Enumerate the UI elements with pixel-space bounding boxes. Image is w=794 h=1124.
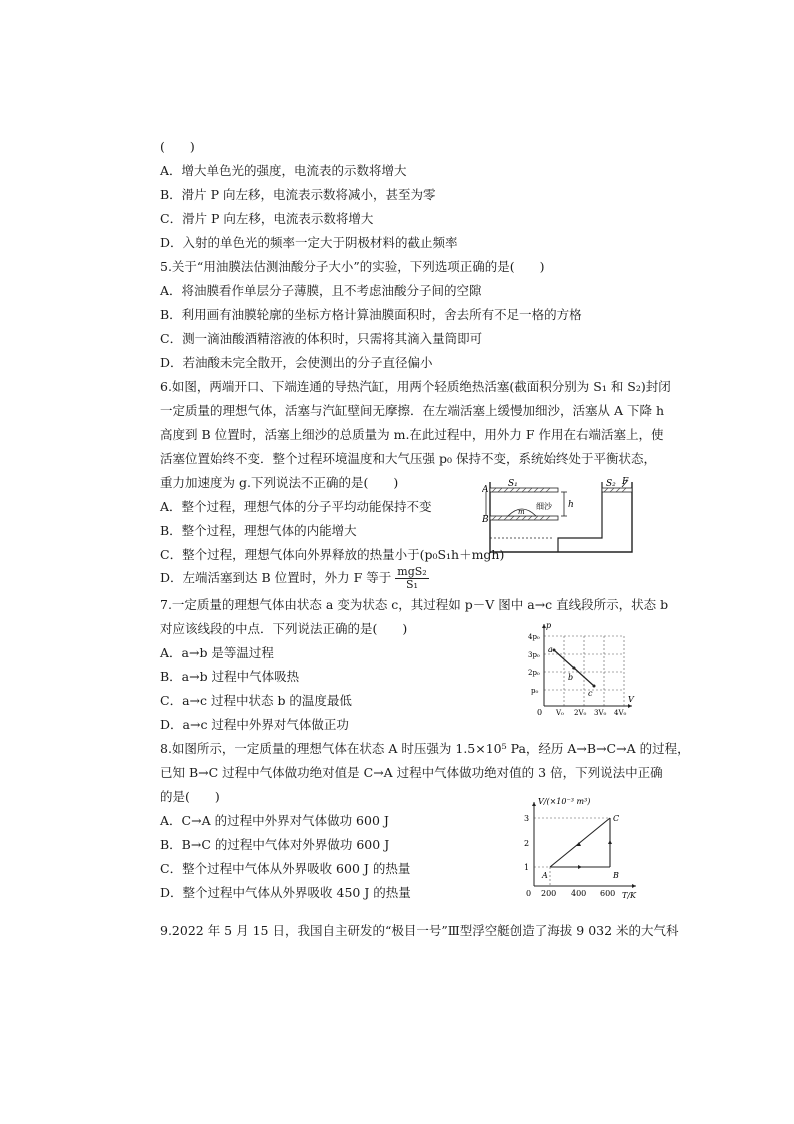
q7-option-c: C．a→c 过程中状态 b 的温度最低 <box>160 693 352 708</box>
q7-pv-graph <box>528 620 638 720</box>
q4-option-d: D．入射的单色光的频率一定大于阴极材料的截止频率 <box>160 235 458 250</box>
q6-stem-line: 一定质量的理想气体，活塞与汽缸壁间无摩擦．在左端活塞上缓慢加细沙，活塞从 A 下降 h <box>160 403 664 418</box>
q6-option-a: A．整个过程，理想气体的分子平均动能保持不变 <box>160 499 432 514</box>
q4-blank: ( ) <box>160 139 195 154</box>
origin-label: 0 <box>526 889 532 898</box>
q8-option-d: D．整个过程中气体从外界吸收 450 J 的热量 <box>160 885 411 900</box>
y-tick: 2 <box>524 839 530 848</box>
q4-option-c: C．滑片 P 向左移，电流表示数将增大 <box>160 211 374 226</box>
y-tick: 1 <box>524 863 530 872</box>
q5-option-d: D．若油酸未完全散开，会使测出的分子直径偏小 <box>160 355 433 370</box>
q9-stem: 9.2022 年 5 月 15 日，我国自主研发的“极目一号”Ⅲ型浮空艇创造了海拔 9 032 米的大气科 <box>160 923 679 938</box>
q8-stem-line: 已知 B→C 过程中气体做功绝对值是 C→A 过程中气体做功绝对值的 3 倍，下列说法中正确 <box>160 765 663 780</box>
q4-option-b: B．滑片 P 向左移，电流表示数将减小，甚至为零 <box>160 187 436 202</box>
q5-option-c: C．测一滴油酸酒精溶液的体积时，只需将其滴入量筒即可 <box>160 331 483 346</box>
label-a: A <box>482 485 489 495</box>
q6-option-b: B．整个过程，理想气体的内能增大 <box>160 523 357 538</box>
q7-stem-line: 对应该线段的中点．下列说法正确的是( ) <box>160 621 408 636</box>
point-b-label: B <box>613 871 619 880</box>
label-s1: S₁ <box>508 479 518 489</box>
x-tick: 600 <box>600 889 616 898</box>
x-tick: 200 <box>541 889 557 898</box>
point-b-label: b <box>568 673 574 682</box>
point-c-label: c <box>588 689 593 698</box>
q7-option-b: B．a→b 过程中气体吸热 <box>160 669 300 684</box>
q8-vt-graph <box>510 796 650 904</box>
y-tick: 2p₀ <box>528 669 540 677</box>
q8-option-a: A．C→A 的过程中外界对气体做功 600 J <box>160 813 389 828</box>
q7-option-d: D．a→c 过程中外界对气体做正功 <box>160 717 349 732</box>
q8-stem-line: 的是( ) <box>160 789 220 804</box>
q8-stem-line: 8.如图所示，一定质量的理想气体在状态 A 时压强为 1.5×10⁵ Pa，经历 A→B→C→A 的过程， <box>160 741 690 756</box>
q6-stem-line: 6.如图，两端开口、下端连通的导热汽缸，用两个轻质绝热活塞(截面积分别为 S₁ 和 S₂)封闭 <box>160 379 671 394</box>
t-axis-label: T/K <box>622 891 637 900</box>
q6-option-c: C．整个过程，理想气体向外界释放的热量小于(p₀S₁h＋mgh) <box>160 547 505 562</box>
point-a-label: a <box>548 645 553 654</box>
label-f: F <box>622 477 629 487</box>
y-tick: 3p₀ <box>528 651 540 659</box>
q5-option-b: B．利用画有油膜轮廓的坐标方格计算油膜面积时，舍去所有不足一格的方格 <box>160 307 582 322</box>
x-tick: 4V₀ <box>614 709 627 717</box>
q7-stem-line: 7.一定质量的理想气体由状态 a 变为状态 c，其过程如 p－V 图中 a→c 直线段所示，状态 b <box>160 597 669 612</box>
q4-option-a: A．增大单色光的强度，电流表的示数将增大 <box>160 163 407 178</box>
q5-option-a: A．将油膜看作单层分子薄膜，且不考虑油酸分子间的空隙 <box>160 283 482 298</box>
label-h: h <box>568 500 574 510</box>
p-axis-label: p <box>546 621 552 630</box>
fraction-numerator: mgS₂ <box>397 565 427 578</box>
v-axis-label: V <box>628 695 634 704</box>
q7-option-a: A．a→b 是等温过程 <box>160 645 274 660</box>
q8-option-b: B．B→C 的过程中气体对外界做功 600 J <box>160 837 390 852</box>
q6-stem-line: 活塞位置始终不变．整个过程环境温度和大气压强 p₀ 保持不变，系统始终处于平衡状态， <box>160 451 656 466</box>
q6-option-d-fraction <box>395 566 428 591</box>
label-m: m <box>518 508 525 516</box>
x-tick: V₀ <box>556 709 564 717</box>
q6-stem-line: 高度到 B 位置时，活塞上细沙的总质量为 m.在此过程中，用外力 F 作用在右端活塞上，使 <box>160 427 664 442</box>
x-tick: 2V₀ <box>574 709 587 717</box>
label-s2: S₂ <box>606 479 616 489</box>
y-tick: p₀ <box>531 687 539 695</box>
q6-stem-line: 重力加速度为 g.下列说法不正确的是( ) <box>160 475 399 490</box>
y-tick: 4p₀ <box>528 633 540 641</box>
label-b: B <box>482 515 489 525</box>
q8-option-c: C．整个过程中气体从外界吸收 600 J 的热量 <box>160 861 411 876</box>
point-a-label: A <box>542 871 548 880</box>
x-tick: 3V₀ <box>594 709 607 717</box>
point-c-label: C <box>613 814 620 823</box>
q5-stem: 5.关于“用油膜法估测油酸分子大小”的实验，下列选项正确的是( ) <box>160 259 545 274</box>
fraction-denominator: S₁ <box>406 578 418 591</box>
q6-cylinder-figure <box>482 476 642 560</box>
origin-label: 0 <box>537 708 543 717</box>
x-tick: 400 <box>571 889 587 898</box>
y-tick: 3 <box>524 814 530 823</box>
label-sand: 细沙 <box>536 502 552 511</box>
q6-option-d-text: D．左端活塞到达 B 位置时，外力 F 等于 <box>160 570 392 585</box>
v-axis-label: V/(×10⁻³ m³) <box>538 797 591 806</box>
q6-option-d <box>160 566 429 591</box>
